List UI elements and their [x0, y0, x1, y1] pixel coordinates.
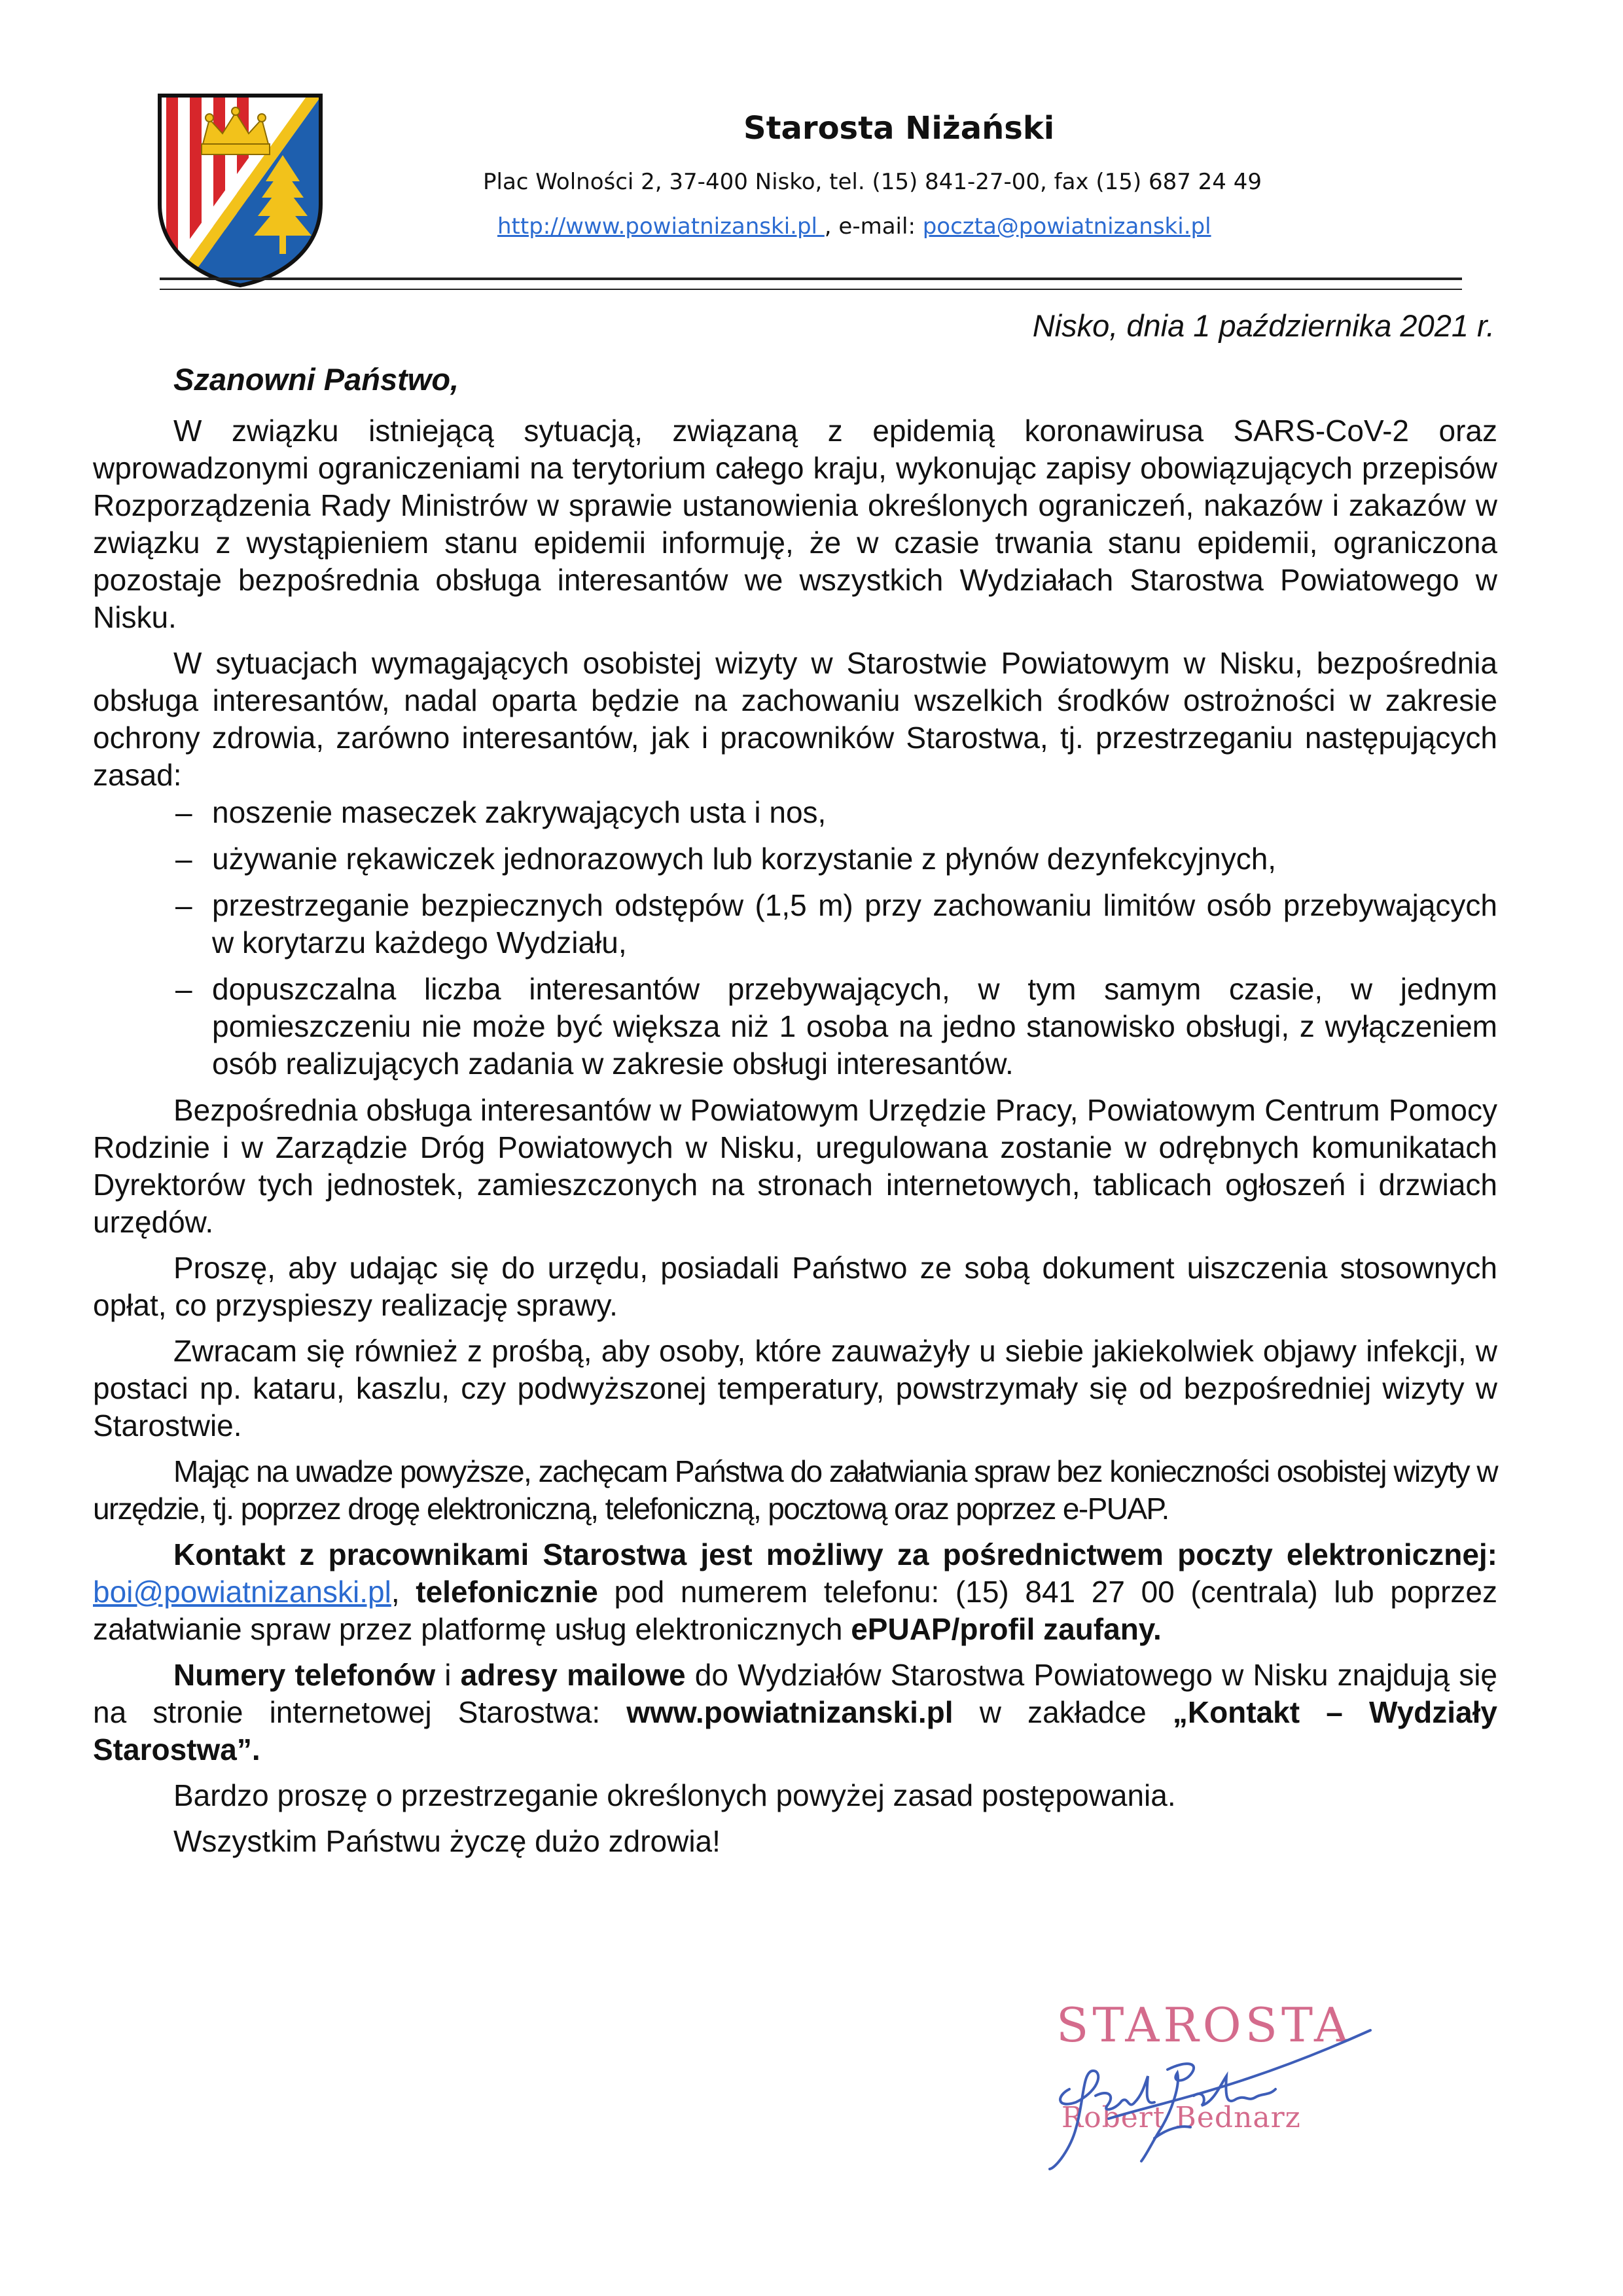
paragraph-6: Mając na uwadze powyższe, zachęcam Państwa do załatwiania spraw bez konieczności osobistej wizyty w urzędzie, tj. poprzez drogę elektroniczną, telefoniczną, pocztową oraz poprzez e-PUAP. — [93, 1454, 1497, 1526]
salutation: Szanowni Państwo, — [173, 362, 459, 397]
list-item — [93, 971, 1497, 1083]
list-item — [93, 887, 1497, 961]
letterhead-title: Starosta Niżański — [743, 110, 1055, 147]
departments-text: do Wydziałów Starostwa Powiatowego w Nisku znajdują się na stronie internetowej Starostwa: — [93, 1658, 1497, 1729]
and-text: i — [435, 1658, 461, 1692]
stamp-name: Robert Bednarz — [1061, 2101, 1301, 2134]
list-item-text: przestrzeganie bezpiecznych odstępów (1,5 m) przy zachowaniu limitów osób przebywających w korytarzu każdego Wydziału, — [212, 888, 1497, 960]
header-divider-thin — [160, 289, 1462, 290]
list-item — [93, 840, 1497, 878]
letter-date: Nisko, dnia 1 października 2021 r. — [1032, 308, 1495, 343]
rules-list — [93, 794, 1497, 1083]
paragraph-4: Proszę, aby udając się do urzędu, posiadali Państwo ze sobą dokument uiszczenia stosownych opłat, co przyspieszy realizację sprawy. — [93, 1251, 1497, 1322]
paragraph-3: Bezpośrednia obsługa interesantów w Powiatowym Urzędzie Pracy, Powiatowym Centrum Pomocy Rodzinie i w Zarządzie Dróg Powiatowych w Nisku, uregulowana zostanie w odrębnych komunikatach Dyrektorów tych jednostek, zamieszczonych na stronach internetowych, tablicach ogłoszeń i drzwiach urzędów. — [93, 1093, 1497, 1239]
list-dash: – — [175, 888, 192, 922]
letterhead-email-link[interactable]: poczta@powiatnizanski.pl — [922, 213, 1211, 240]
website-bold: www.powiatnizanski.pl — [626, 1695, 954, 1729]
list-item-text: używanie rękawiczek jednorazowych lub korzystanie z płynów dezynfekcyjnych, — [212, 842, 1277, 876]
county-coat-of-arms-icon — [157, 93, 323, 288]
letter-body — [93, 412, 1497, 1869]
letterhead-contact — [497, 213, 1211, 240]
stamp-title: STAROSTA — [1056, 1998, 1353, 2053]
list-dash: – — [175, 972, 192, 1006]
paragraph-8 — [93, 1657, 1497, 1768]
list-dash: – — [175, 842, 192, 876]
paragraph-10: Wszystkim Państwu życzę dużo zdrowia! — [173, 1824, 721, 1858]
phone-bold: telefonicznie — [416, 1575, 598, 1609]
phone-text: pod numerem telefonu: (15) 841 27 00 (centrala) lub poprzez załatwianie spraw przez platformę usług elektronicznych — [93, 1575, 1497, 1646]
list-item-text: dopuszczalna liczba interesantów przebywających, w tym samym czasie, w jednym pomieszczeniu nie może być większa niż 1 osoba na jedno stanowisko obsługi, z wyłączeniem osób realizujących zadania w zakresie obsługi interesantów. — [212, 972, 1497, 1081]
starosta-stamp — [1030, 1998, 1390, 2194]
comma: , — [391, 1575, 416, 1609]
email-label: , e-mail: — [824, 213, 923, 240]
emails-bold: adresy mailowe — [460, 1658, 686, 1692]
handwritten-signature-icon — [1030, 1998, 1390, 2194]
list-item-text: noszenie maseczek zakrywających usta i nos, — [212, 795, 827, 829]
list-dash: – — [175, 795, 192, 829]
contact-bold-intro: Kontakt z pracownikami Starostwa jest możliwy za pośrednictwem poczty elektronicznej: — [173, 1537, 1497, 1571]
paragraph-1: W związku istniejącą sytuacją, związaną z epidemią koronawirusa SARS-CoV-2 oraz wprowadzonymi ograniczeniami na terytorium całego kraju, wykonując zapisy obowiązujących przepisów Rozporządzenia Rady Ministrów w sprawie ustanowienia określonych ograniczeń, nakazów i zakazów w związku z wystąpieniem stanu epidemii informuję, że w czasie trwania stanu epidemii, ograniczona pozostaje bezpośrednia obsługa interesantów we wszystkich Wydziałach Starostwa Powiatowego w Nisku. — [93, 414, 1497, 634]
contact-tab-bold: „Kontakt – Wydziały Starostwa”. — [93, 1695, 1498, 1767]
epuap-bold: ePUAP/profil zaufany. — [851, 1612, 1162, 1646]
boi-email-link[interactable]: boi@powiatnizanski.pl — [93, 1575, 391, 1609]
paragraph-7 — [93, 1536, 1497, 1648]
letterhead-address: Plac Wolności 2, 37-400 Nisko, tel. (15) 841-27-00, fax (15) 687 24 49 — [483, 169, 1262, 195]
paragraph-9: Bardzo proszę o przestrzeganie określonych powyżej zasad postępowania. — [173, 1778, 1176, 1812]
paragraph-5: Zwracam się również z prośbą, aby osoby, które zauważyły u siebie jakiekolwiek objawy infekcji, w postaci np. kataru, kaszlu, czy podwyższonej temperatury, powstrzymały się od bezpośredniej wizyty w Starostwie. — [93, 1334, 1497, 1443]
website-link[interactable]: http://www.powiatnizanski.pl — [497, 213, 825, 240]
tab-text: w zakładce — [953, 1695, 1173, 1729]
paragraph-2: W sytuacjach wymagających osobistej wizyty w Starostwie Powiatowym w Nisku, bezpośrednia obsługa interesantów, nadal oparta będzie na zachowaniu wszelkich środków ostrożności w zakresie ochrony zdrowia, zarówno interesantów, jak i pracowników Starostwa, tj. przestrzeganiu następujących zasad: — [93, 646, 1497, 792]
header-divider-thick — [160, 278, 1462, 280]
phones-bold: Numery telefonów — [173, 1658, 436, 1692]
list-item — [93, 794, 1497, 831]
